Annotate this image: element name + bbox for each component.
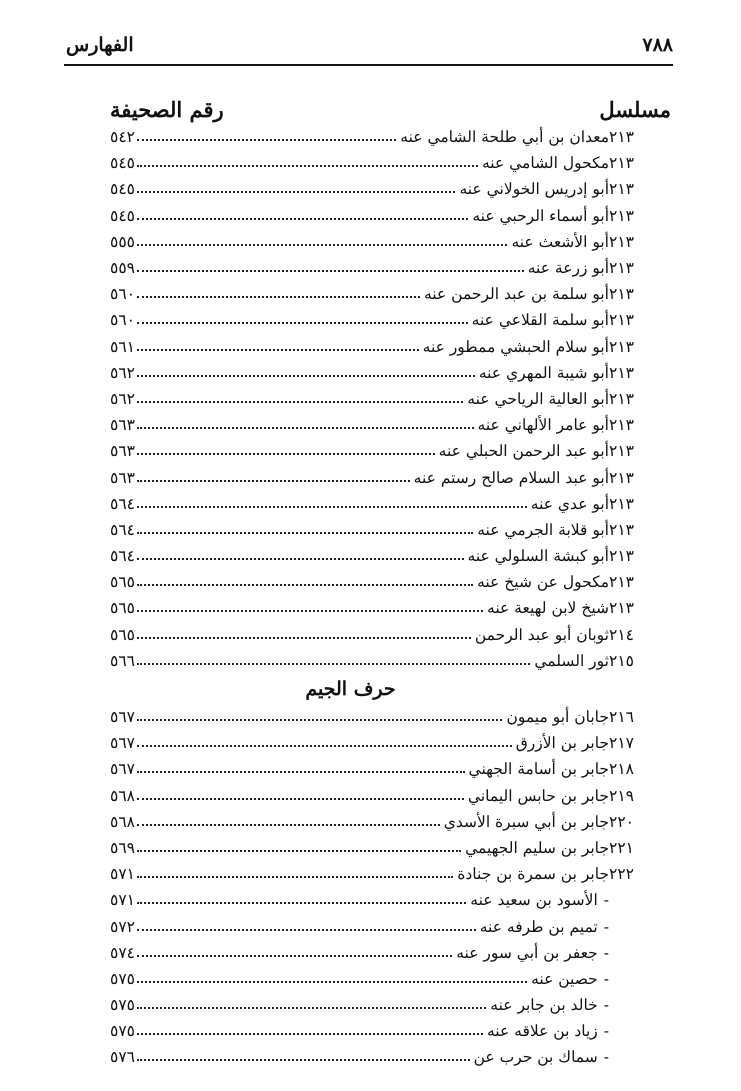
dot-leader <box>137 798 464 800</box>
page-ref: ٥٧٢ <box>110 917 135 936</box>
page-ref: ٥٦١ <box>110 337 135 356</box>
page-ref: ٥٦٧ <box>110 760 135 779</box>
serial-number: ٢١٣ <box>609 599 634 618</box>
dot-leader <box>137 719 502 721</box>
index-row <box>110 464 671 490</box>
page-ref: ٥٦٤ <box>110 520 135 539</box>
entry <box>135 338 609 356</box>
entry <box>135 734 609 752</box>
entry-name: جابر بن أسامة الجهني <box>468 760 609 779</box>
entry-name: سماك بن حرب عن <box>473 1048 598 1067</box>
entry-name: أبو عامر الألهاني عنه <box>477 416 609 435</box>
serial-number: ٢١٣ <box>609 573 634 592</box>
entry <box>135 495 609 513</box>
page-ref: ٥٦٤ <box>110 494 135 513</box>
sub-entry-dash: - <box>603 996 609 1015</box>
sub-entry-dash: - <box>603 943 609 962</box>
serial-number: ٢٢٠ <box>609 812 634 831</box>
dot-leader <box>137 745 512 747</box>
serial-number: ٢١٣ <box>609 337 634 356</box>
index-row <box>110 861 671 887</box>
entry <box>135 708 609 726</box>
serial-number: ٢١٣ <box>609 206 634 225</box>
page-ref: ٥٧٥ <box>110 969 135 988</box>
page-ref: ٥٤٥ <box>110 180 135 199</box>
entry <box>135 233 609 251</box>
index-row <box>110 835 671 861</box>
entry-name: أبو أسماء الرحبي عنه <box>472 206 609 225</box>
serial-number: ٢١٣ <box>609 363 634 382</box>
sub-entry-dash: - <box>603 1022 609 1041</box>
page-ref: ٥٦٣ <box>110 468 135 487</box>
page-ref: ٥٦٨ <box>110 812 135 831</box>
dot-leader <box>137 322 468 324</box>
entry-name: أبو شيبة المهري عنه <box>478 363 609 382</box>
entry-name: جابر بن حابس اليماني <box>467 786 609 805</box>
header-rule <box>64 64 673 66</box>
entry-name: أبو عبد الرحمن الحبلي عنه <box>438 442 609 461</box>
index-row <box>110 1044 671 1070</box>
section-title: الفهارس <box>66 34 134 56</box>
serial-number: ٢١٣ <box>609 416 634 435</box>
serial-number: ٢١٣ <box>609 154 634 173</box>
entry-name: جابر بن أبي سبرة الأسدي <box>443 812 609 831</box>
dot-leader <box>137 139 396 141</box>
serial-number: ٢١٣ <box>609 285 634 304</box>
index-row <box>110 203 671 229</box>
entry <box>135 1048 609 1066</box>
entry-name: أبو عدي عنه <box>530 494 609 513</box>
entry-name: مكحول عن شيخ عنه <box>477 573 609 592</box>
serial-number: ٢١٣ <box>609 494 634 513</box>
index-row <box>110 809 671 835</box>
serial-number: ٢١٣ <box>609 232 634 251</box>
entry <box>135 364 609 382</box>
page-number: ٧٨٨ <box>642 34 673 56</box>
entry <box>135 285 609 303</box>
index-row <box>110 176 671 202</box>
sub-entry-dash: - <box>603 917 609 936</box>
index-row <box>110 887 671 913</box>
dot-leader <box>137 584 473 586</box>
entry-name: حصين عنه <box>531 969 598 988</box>
serial-number: ٢١٣ <box>609 259 634 278</box>
page-ref: ٥٦٩ <box>110 838 135 857</box>
index-row <box>110 360 671 386</box>
entry <box>135 865 609 883</box>
entry <box>135 1022 609 1040</box>
page-ref: ٥٦٧ <box>110 734 135 753</box>
page-ref: ٥٦٣ <box>110 416 135 435</box>
index-row <box>110 412 671 438</box>
entry <box>135 442 609 460</box>
index-row <box>110 543 671 569</box>
entry <box>135 839 609 857</box>
page-ref: ٥٦٤ <box>110 547 135 566</box>
page-ref: ٥٧٥ <box>110 1022 135 1041</box>
entry <box>135 416 609 434</box>
dot-leader <box>137 771 465 773</box>
entry <box>135 207 609 225</box>
entry <box>135 652 609 670</box>
entry <box>135 760 609 778</box>
entry <box>135 128 609 146</box>
dot-leader <box>137 902 466 904</box>
index-row <box>110 334 671 360</box>
dot-leader <box>137 453 435 455</box>
entry <box>135 787 609 805</box>
dot-leader <box>137 244 507 246</box>
page-ref: ٥٦٨ <box>110 786 135 805</box>
entry <box>135 469 609 487</box>
serial-number: ٢١٩ <box>609 786 634 805</box>
entry-name: أبو سلمة بن عبد الرحمن عنه <box>424 285 609 304</box>
entry <box>135 918 609 936</box>
entry-name: جابر بن سمرة بن جنادة <box>457 865 609 884</box>
entry-name: خالد بن جابر عنه <box>490 996 598 1015</box>
column-headings <box>110 94 671 124</box>
entry-name: مكحول الشامي عنه <box>481 154 609 173</box>
index-row <box>110 281 671 307</box>
entry <box>135 813 609 831</box>
dot-leader <box>137 165 478 167</box>
serial-number: ٢٢١ <box>609 838 634 857</box>
dot-leader <box>137 824 440 826</box>
page-ref: ٥٤٢ <box>110 128 135 147</box>
entry <box>135 626 609 644</box>
entry-name: أبو قلابة الجرمي عنه <box>477 520 609 539</box>
index-row <box>110 940 671 966</box>
dot-leader <box>137 296 420 298</box>
dot-leader <box>137 981 527 983</box>
serial-number: ٢١٣ <box>609 547 634 566</box>
sub-entry-dash: - <box>603 969 609 988</box>
serial-number: ٢١٥ <box>609 651 634 670</box>
entry <box>135 891 609 909</box>
index-row <box>110 255 671 281</box>
dot-leader <box>137 427 474 429</box>
page-ref: ٥٦٣ <box>110 442 135 461</box>
entry-name: أبو زرعة عنه <box>527 259 609 278</box>
dot-leader <box>137 558 464 560</box>
dot-leader <box>137 929 476 931</box>
index-row <box>110 783 671 809</box>
entry-name: أبو كبشة السلولي عنه <box>467 547 609 566</box>
serial-column-heading: مسلسل <box>599 96 671 122</box>
page-ref: ٥٦٠ <box>110 311 135 330</box>
page-ref: ٥٧١ <box>110 865 135 884</box>
entry <box>135 996 609 1014</box>
index-row <box>110 756 671 782</box>
entry-name: أبو سلام الحبشي ممطور عنه <box>422 337 609 356</box>
serial-number: ٢١٣ <box>609 468 634 487</box>
index-row <box>110 622 671 648</box>
dot-leader <box>137 1033 483 1035</box>
serial-number: ٢١٣ <box>609 389 634 408</box>
serial-number: ٢١٣ <box>609 180 634 199</box>
dot-leader <box>137 218 468 220</box>
page-ref: ٥٦٠ <box>110 285 135 304</box>
index-row <box>110 730 671 756</box>
dot-leader <box>137 955 452 957</box>
entry-name: جابر بن الأزرق <box>515 734 609 753</box>
index-row <box>110 1018 671 1044</box>
entry <box>135 154 609 172</box>
entry-name: شيخ لابن لهيعة عنه <box>487 599 609 618</box>
page-ref: ٥٤٥ <box>110 154 135 173</box>
serial-number: ٢١٦ <box>609 708 634 727</box>
page-ref: ٥٧٥ <box>110 996 135 1015</box>
dot-leader <box>137 506 527 508</box>
index-row <box>110 229 671 255</box>
index-row <box>110 124 671 150</box>
section-heading: حرف الجيم <box>305 677 396 700</box>
entry <box>135 521 609 539</box>
entry-name: أبو سلمة القلاعي عنه <box>471 311 609 330</box>
serial-number: ٢٢٢ <box>609 865 634 884</box>
index-row <box>110 595 671 621</box>
dot-leader <box>137 610 483 612</box>
index-row <box>110 704 671 730</box>
sub-entry-dash: - <box>603 891 609 910</box>
running-head <box>66 30 673 60</box>
serial-number: ٢١٨ <box>609 760 634 779</box>
page-ref: ٥٦٥ <box>110 625 135 644</box>
page-ref: ٥٧١ <box>110 891 135 910</box>
page-ref: ٥٥٩ <box>110 259 135 278</box>
page-ref: ٥٦٦ <box>110 651 135 670</box>
page-ref: ٥٦٢ <box>110 389 135 408</box>
page-ref: ٥٦٢ <box>110 363 135 382</box>
serial-number: ٢١٣ <box>609 520 634 539</box>
serial-number: ٢١٧ <box>609 734 634 753</box>
page-ref: ٥٦٥ <box>110 573 135 592</box>
sub-entry-dash: - <box>603 1048 609 1067</box>
index-row <box>110 517 671 543</box>
index-row <box>110 992 671 1018</box>
entry-name: أبو العالية الرياحي عنه <box>467 389 609 408</box>
page-ref: ٥٧٤ <box>110 943 135 962</box>
entry-name: تميم بن طرفه عنه <box>479 917 598 936</box>
dot-leader <box>137 532 473 534</box>
entry-name: جابر بن سليم الجهيمي <box>465 838 609 857</box>
dot-leader <box>137 876 453 878</box>
dot-leader <box>137 349 419 351</box>
index-row <box>110 150 671 176</box>
index-row <box>110 438 671 464</box>
entry-name: أبو عبد السلام صالح رستم عنه <box>413 468 609 487</box>
dot-leader <box>137 480 410 482</box>
dot-leader <box>137 191 455 193</box>
entry <box>135 599 609 617</box>
dot-leader <box>137 637 471 639</box>
entry-name: أبو الأشعث عنه <box>511 232 609 251</box>
dot-leader <box>137 850 461 852</box>
serial-number: ٢١٣ <box>609 128 634 147</box>
entry <box>135 390 609 408</box>
page-ref: ٥٦٥ <box>110 599 135 618</box>
index-list <box>110 124 671 1071</box>
page-ref: ٥٥٥ <box>110 232 135 251</box>
index-row <box>110 966 671 992</box>
dot-leader <box>137 270 524 272</box>
dot-leader <box>137 401 463 403</box>
index-row <box>110 569 671 595</box>
page-ref: ٥٤٥ <box>110 206 135 225</box>
entry <box>135 259 609 277</box>
entry-name: أبو إدريس الخولاني عنه <box>459 180 609 199</box>
entry <box>135 547 609 565</box>
dot-leader <box>137 375 475 377</box>
dot-leader <box>137 1007 486 1009</box>
entry-name: ثور السلمي <box>534 651 609 670</box>
entry-name: جعفر بن أبي سور عنه <box>456 943 598 962</box>
dot-leader <box>137 1059 470 1061</box>
entry-name: معدان بن أبي طلحة الشامي عنه <box>400 128 609 147</box>
dot-leader <box>137 663 530 665</box>
index-row <box>110 913 671 939</box>
page-ref: ٥٦٧ <box>110 708 135 727</box>
entry <box>135 311 609 329</box>
entry <box>135 573 609 591</box>
serial-number: ٢١٣ <box>609 442 634 461</box>
index-row <box>110 307 671 333</box>
page-ref: ٥٧٦ <box>110 1048 135 1067</box>
serial-number: ٢١٣ <box>609 311 634 330</box>
index-row <box>110 491 671 517</box>
entry-name: جابان أبو ميمون <box>506 708 609 727</box>
entry-name: زياد بن علاقه عنه <box>486 1022 598 1041</box>
entry <box>135 180 609 198</box>
entry <box>135 970 609 988</box>
index-row <box>110 386 671 412</box>
index-row <box>110 648 671 674</box>
entry-name: ثوبان أبو عبد الرحمن <box>474 625 609 644</box>
serial-number: ٢١٤ <box>609 625 634 644</box>
page-column-heading: رقم الصحيفة <box>110 96 224 122</box>
entry-name: الأسود بن سعيد عنه <box>470 891 598 910</box>
entry <box>135 944 609 962</box>
